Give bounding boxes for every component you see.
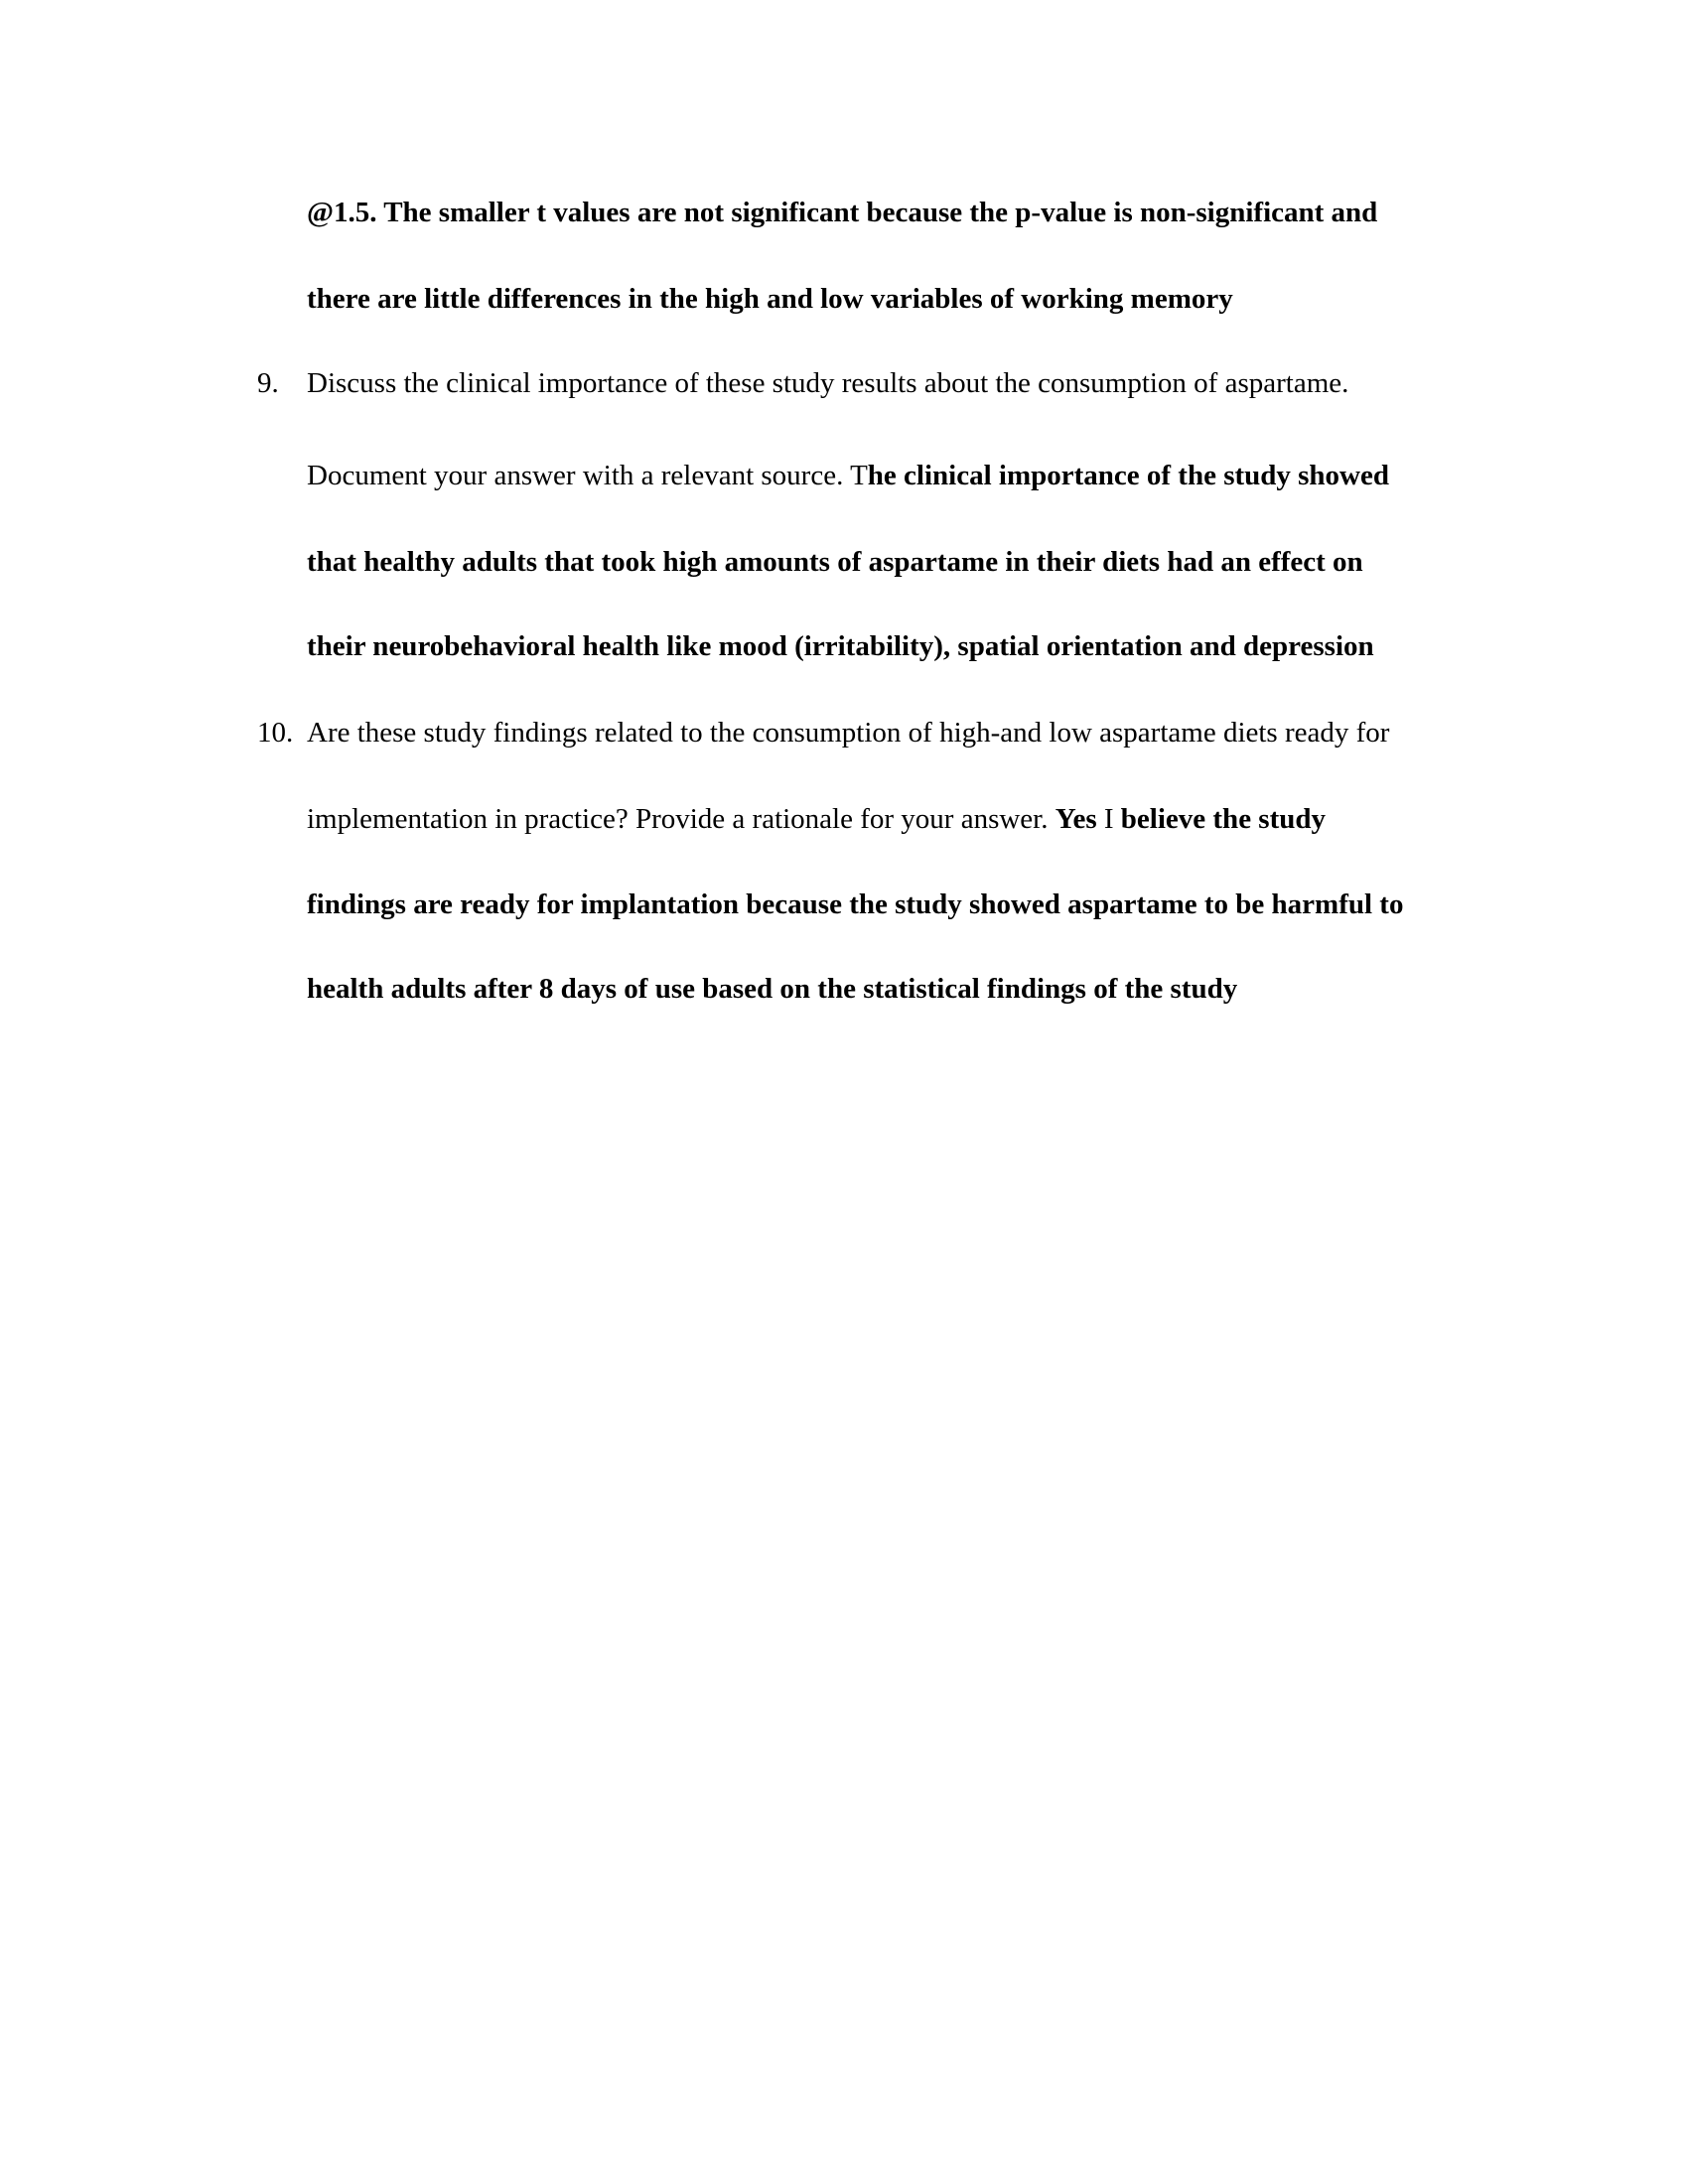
answer-text-line [307,971,1237,1007]
answer-text-line [307,281,1233,317]
bold-answer: believe the study [1120,803,1327,835]
answer-text-line [307,544,1363,580]
bold-answer: findings are ready for implantation because the study showed aspartame to be harmful to [307,888,1404,920]
bold-answer: health adults after 8 days of use based on the statistical findings of the study [307,973,1238,1005]
answer-text-line [307,195,1377,230]
answer-text-line [307,628,1374,664]
question-text: Document your answer with a relevant source. T [307,460,868,491]
bold-answer: he clinical importance of the study showed [867,460,1389,491]
question-text: implementation in practice? Provide a rationale for your answer. [307,803,1055,835]
question-text-line [307,801,1326,837]
bold-answer: their neurobehavioral health like mood (irritability), spatial orientation and depression [307,630,1374,662]
answer-text-line [307,887,1403,922]
bold-answer: that healthy adults that took high amounts of aspartame in their diets had an effect on [307,546,1363,578]
question-number: 9. [257,367,279,399]
bold-answer: @1.5. The smaller t values are not significant because the p-value is non-significant and [307,197,1378,228]
answer-text: I [1096,803,1121,835]
question-number: 10. [257,717,294,749]
question-text-line: Discuss the clinical importance of these study results about the consumption of aspartame. [307,367,1349,399]
question-text-line: Are these study findings related to the consumption of high-and low aspartame diets ready for [307,717,1390,749]
bold-answer: Yes [1055,803,1097,835]
question-text-line [307,458,1389,493]
bold-answer: there are little differences in the high and low variables of working memory [307,283,1233,315]
